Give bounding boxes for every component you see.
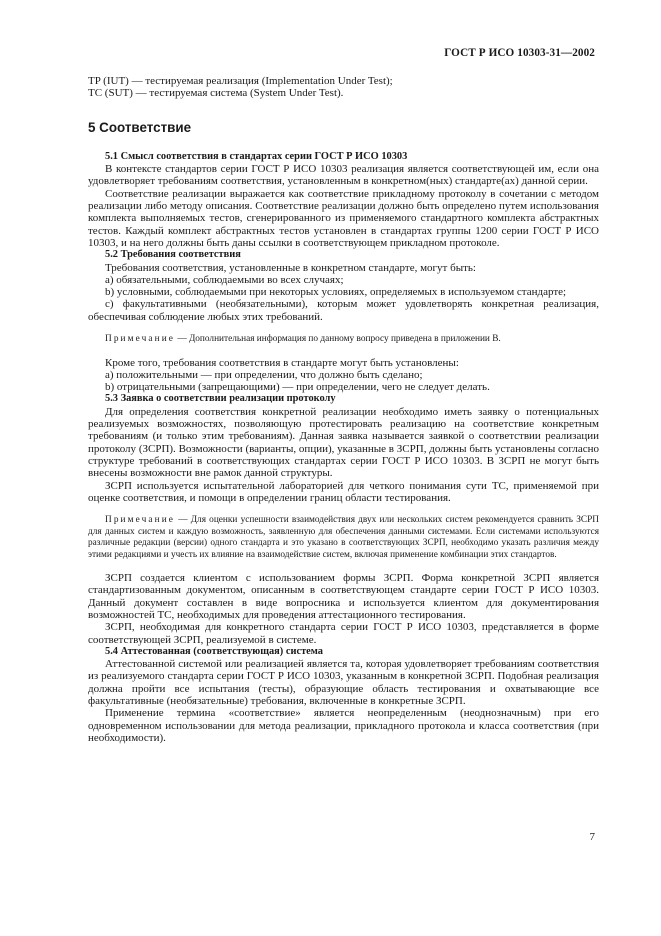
page-number: 7 bbox=[589, 831, 595, 843]
list-item: а) положительными — при определении, что должно быть сделано; bbox=[105, 368, 423, 381]
list-item: c) факультативными (необязательными), которым может удовлетворять конкретная реализация, обеспечивая соблюдение любых этих требований. bbox=[88, 298, 599, 323]
note-label: Примечание bbox=[105, 515, 175, 526]
note-text: — Для оценки успешности взаимодействия двух или нескольких систем рекомендуется сравнить ЗСРП для данных систем и каждую возможность, заявленную для обеспечения данными системами. Если системами используются различные редакции (версии) одного стандарта и это указано в соответствующих ЗСРП, необходимо указать различия между этими редакциями и учесть их влияние на взаимодействие систем, включая применение комбинации этих стандартов. bbox=[88, 515, 599, 560]
page-content bbox=[88, 75, 599, 744]
section-5-title: 5 Соответствие bbox=[88, 119, 192, 135]
section-5-3-paragraph-3: ЗСРП создается клиентом с использованием формы ЗСРП. Форма конкретной ЗСРП является стандартизованным документом, описанным в соответствующем стандарте серии ГОСТ Р ИСО 10303. Данный документ составлен в виде вопросника и используется клиентом для документирования возможностей ТС, необходимых для проведения аттестационного тестирования. bbox=[88, 572, 599, 621]
section-5-2-title: 5.2 Требования соответствия bbox=[105, 249, 241, 261]
section-5-3-paragraph-1: Для определения соответствия конкретной реализации необходимо иметь заявку о потенциальных реализуемых возможностях, позволяющую протестировать реализацию на соответствие конкретным требованиям (и только этим требованиям). Данная заявка называется заявкой о соответствии реализации протоколу (ЗСРП). Возможности (варианты, опции), указанные в ЗСРП, должны быть установлены согласно структуре требований в соответствующих стандартах серии ГОСТ Р ИСО 10303. В ЗСРП не могут быть внесены возможности вне рамок данной структуры. bbox=[88, 405, 599, 480]
section-5-3-paragraph-2: ЗСРП используется испытательной лабораторией для четкого понимания сути ТС, применяемой при оценке соответствия, и помощи в определении границ области тестирования. bbox=[88, 479, 599, 504]
section-5-1-paragraph-2: Соответствие реализации выражается как соответствие прикладному протоколу в сочетании с методом реализации либо методу описания. Соответствие реализации должно быть определено путем использования комплекта выполняемых тестов, сгенерированного из применяемого стандартного комплекта абстрактных тестов. Каждый комплект абстрактных тестов установлен в стандартах группы 1200 серии ГОСТ Р ИСО 10303, и на него должны быть даны ссылки в соответствующем прикладном протоколе. bbox=[88, 187, 599, 249]
list-item: b) отрицательными (запрещающими) — при определении, чего не следует делать. bbox=[105, 381, 490, 394]
section-5-2-intro-2: Кроме того, требования соответствия в стандарте могут быть установлены: bbox=[105, 356, 459, 369]
note-text: — Дополнительная информация по данному вопросу приведена в приложении В. bbox=[175, 334, 501, 345]
list-item: b) условными, соблюдаемыми при некоторых условиях, определяемых в используемом стандарте; bbox=[105, 286, 567, 299]
note-label: Примечание bbox=[105, 334, 175, 345]
document-header: ГОСТ Р ИСО 10303-31—2002 bbox=[444, 47, 595, 59]
list-item: a) обязательными, соблюдаемыми во всех случаях; bbox=[105, 273, 344, 286]
section-5-1-title: 5.1 Смысл соответствия в стандартах серии ГОСТ Р ИСО 10303 bbox=[105, 150, 408, 162]
section-5-4-title: 5.4 Аттестованная (соответствующая) система bbox=[105, 645, 323, 657]
definition-iut: TP (IUT) — тестируемая реализация (Implementation Under Test); bbox=[88, 75, 393, 87]
definition-sut: TC (SUT) — тестируемая система (System Under Test). bbox=[88, 87, 344, 100]
section-5-3-paragraph-4: ЗСРП, необходимая для конкретного стандарта серии ГОСТ Р ИСО 10303, представляется в форме соответствующей ЗСРП, реализуемой в системе. bbox=[88, 621, 599, 646]
section-5-3-title: 5.3 Заявка о соответствии реализации протоколу bbox=[105, 393, 336, 405]
section-5-4-paragraph-1: Аттестованной системой или реализацией является та, которая удовлетворяет требованиям соответствия из реализуемого стандарта серии ГОСТ Р ИСО 10303, указанным в конкретной ЗСРП. Подобная реализация должна пройти все испытания (тесты), образующие область тестирования и охватывающие все факультативные (необязательные) требования, включенные в конкретные ЗСРП. bbox=[88, 658, 599, 708]
section-5-4-paragraph-2: Применение термина «соответствие» является неопределенным (неоднозначным) при его одновременном использовании для метода реализации, прикладного протокола и класса соответствия (при необходимости). bbox=[88, 707, 599, 744]
note-5-3 bbox=[88, 515, 599, 561]
section-5-1-paragraph-1: В контексте стандартов серии ГОСТ Р ИСО 10303 реализация является соответствующей им, если она удовлетворяет требованиям соответствия, установленным в конкретном(ных) стандарте(ах) данной серии. bbox=[88, 163, 599, 188]
note-5-2 bbox=[88, 334, 599, 346]
section-5-2-intro: Требования соответствия, установленные в конкретном стандарте, могут быть: bbox=[105, 261, 476, 274]
